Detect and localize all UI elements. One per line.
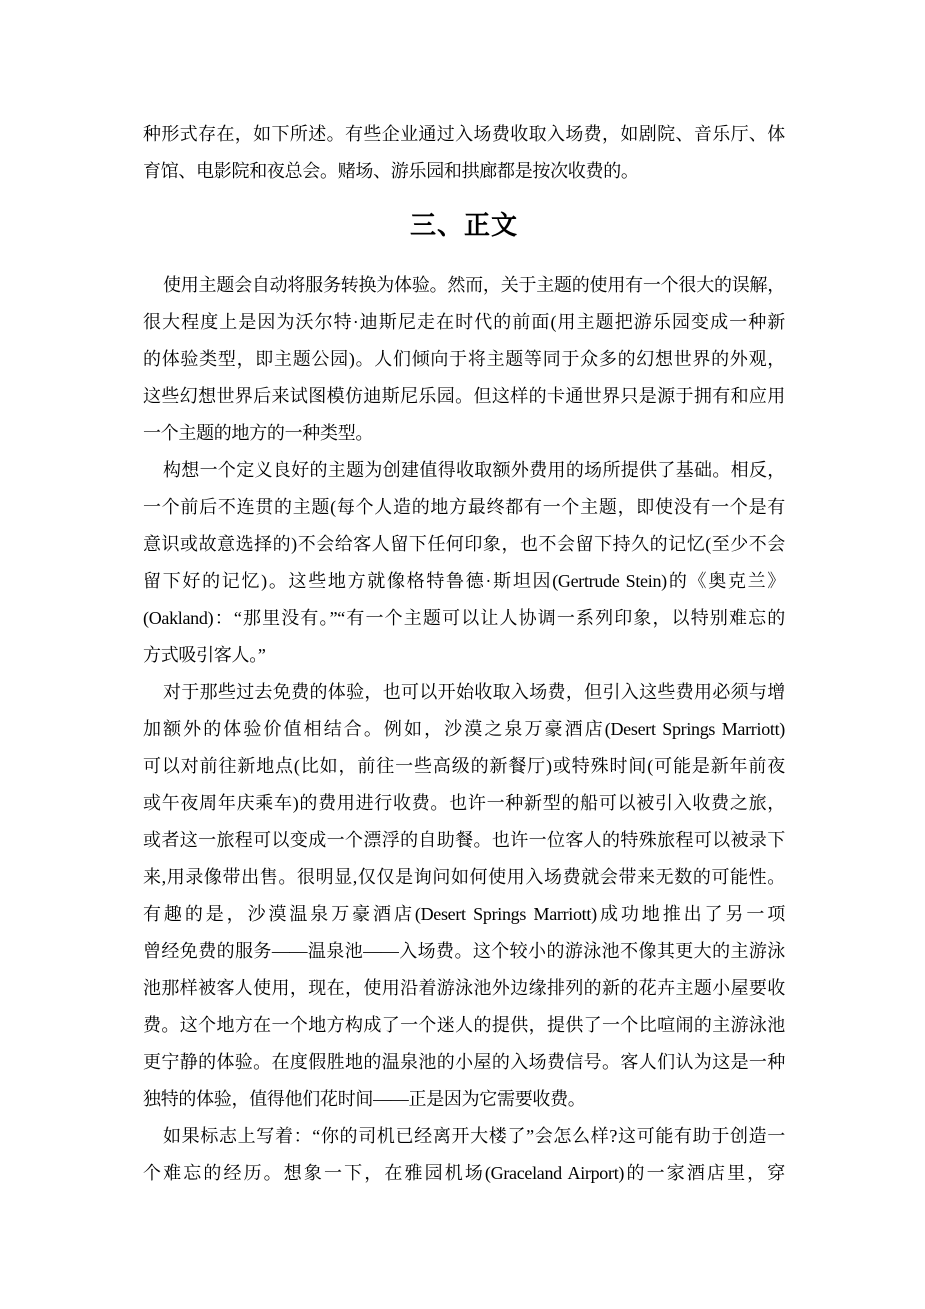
paragraph — [143, 267, 785, 452]
text-line: 一个主题的地方的一种类型。 — [143, 423, 374, 443]
paragraph — [143, 116, 785, 190]
text-line: (Oakland)：“那里没有。”“有一个主题可以让人协调一系列印象，以特别难忘的 — [143, 608, 785, 628]
text-line: 有趣的是，沙漠温泉万豪酒店(Desert Springs Marriott)成功地推出了另一项 — [143, 904, 785, 924]
text-line: 或者这一旅程可以变成一个漂浮的自助餐。也许一位客人的特殊旅程可以被录下 — [143, 830, 785, 850]
text-line: 一个前后不连贯的主题(每个人造的地方最终都有一个主题，即使没有一个是有 — [143, 497, 785, 517]
paragraph — [143, 1118, 785, 1192]
text-line: 方式吸引客人。” — [143, 645, 266, 665]
text-line: 更宁静的体验。在度假胜地的温泉池的小屋的入场费信号。客人们认为这是一种 — [143, 1052, 785, 1072]
text-line: 独特的体验，值得他们花时间——正是因为它需要收费。 — [143, 1089, 586, 1109]
text-line: 构想一个定义良好的主题为创建值得收取额外费用的场所提供了基础。相反， — [163, 460, 785, 480]
text-line: 种形式存在，如下所述。有些企业通过入场费收取入场费，如剧院、音乐厅、体 — [143, 124, 785, 144]
text-line: 可以对前往新地点(比如，前往一些高级的新餐厅)或特殊时间(可能是新年前夜 — [143, 756, 785, 776]
text-line: 费。这个地方在一个地方构成了一个迷人的提供，提供了一个比喧闹的主游泳池 — [143, 1015, 785, 1035]
text-line: 这些幻想世界后来试图模仿迪斯尼乐园。但这样的卡通世界只是源于拥有和应用 — [143, 386, 785, 406]
text-line: 加额外的体验价值相结合。例如，沙漠之泉万豪酒店(Desert Springs Marriott) — [143, 719, 785, 739]
text-line: 曾经免费的服务——温泉池——入场费。这个较小的游泳池不像其更大的主游泳 — [143, 941, 785, 961]
text-line: 留下好的记忆)。这些地方就像格特鲁德·斯坦因(Gertrude Stein)的《奥克兰》 — [143, 571, 785, 591]
text-line: 池那样被客人使用，现在，使用沿着游泳池外边缘排列的新的花卉主题小屋要收 — [143, 978, 785, 998]
document-content — [143, 116, 785, 1192]
text-line: 如果标志上写着：“你的司机已经离开大楼了”会怎么样?这可能有助于创造一 — [163, 1126, 785, 1146]
text-line: 个难忘的经历。想象一下，在雅园机场(Graceland Airport)的一家酒店里，穿 — [143, 1163, 785, 1183]
section-heading: 三、正文 — [409, 210, 518, 240]
text-line: 来,用录像带出售。很明显,仅仅是询问如何使用入场费就会带来无数的可能性。 — [143, 867, 785, 887]
text-line: 或午夜周年庆乘车)的费用进行收费。也许一种新型的船可以被引入收费之旅， — [143, 793, 785, 813]
text-line: 对于那些过去免费的体验，也可以开始收取入场费，但引入这些费用必须与增 — [163, 682, 785, 702]
text-line: 很大程度上是因为沃尔特·迪斯尼走在时代的前面(用主题把游乐园变成一种新 — [143, 312, 785, 332]
paragraph — [143, 452, 785, 674]
text-line: 育馆、电影院和夜总会。赌场、游乐园和拱廊都是按次收费的。 — [143, 161, 639, 181]
text-line: 的体验类型，即主题公园)。人们倾向于将主题等同于众多的幻想世界的外观， — [143, 349, 785, 369]
text-line: 使用主题会自动将服务转换为体验。然而，关于主题的使用有一个很大的误解， — [163, 275, 785, 295]
text-line: 意识或故意选择的)不会给客人留下任何印象，也不会留下持久的记忆(至少不会 — [143, 534, 785, 554]
paragraph — [143, 674, 785, 1118]
